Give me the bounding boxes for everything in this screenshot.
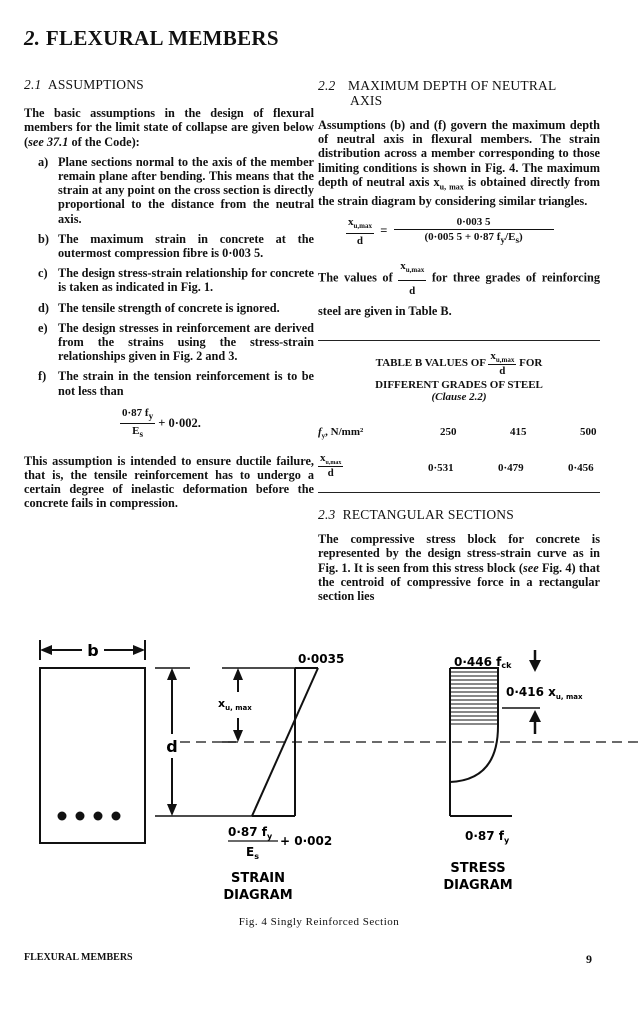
chapter-number: 2. [24, 26, 41, 50]
stress-caption-1: STRESS [450, 861, 506, 876]
width-dimension [40, 640, 145, 660]
assumption-f: f) The strain in the tension reinforcement is to be not less than [38, 369, 314, 398]
figure-caption: Fig. 4 Singly Reinforced Section [238, 916, 400, 928]
assumption-c: c) The design stress-strain relationship for concrete is taken as indicated in Fig. 1. [38, 266, 314, 295]
table-cell: 250 [440, 426, 457, 438]
svg-text:+ 0·002: + 0·002 [280, 834, 333, 848]
reinforcement-bars [58, 812, 121, 821]
stress-caption-2: DIAGRAM [443, 878, 513, 893]
table-cell: 0·479 [498, 462, 524, 474]
neutral-axis-equation: $\frac{x_{u,max}}{d}$ = $\frac{0\cdot 003 5}{(0\cdot 005 5 + 0\cdot 87 f_y/E_s)}$ [318, 215, 600, 249]
section-2-3-heading: 2.3 RECTANGULAR SECTIONS [318, 507, 514, 522]
table-b-top-rule [318, 340, 600, 341]
xu-max-dimension [218, 668, 300, 742]
strain-bottom-label [228, 825, 332, 861]
strain-caption-2: DIAGRAM [223, 888, 293, 903]
table-cell: 0·531 [428, 462, 454, 474]
svg-text:Es: $E_s$ [246, 845, 259, 861]
table-cell: 500 [580, 426, 597, 438]
table-b-bottom-rule [318, 492, 600, 493]
table-cell: 415 [510, 426, 527, 438]
assumption-a: a) Plane sections normal to the axis of the member remain plane after bending. This means that the strain at any point on the cross section is directly proportional to the distance from the neutral axis. [38, 154, 314, 226]
table-b-caption: TABLE B VALUES OF $\frac{x_{u,max}}{d}$ FOR DIFFERENT GRADES OF STEEL (Clause 2.2) [375, 350, 543, 404]
assumption-note: This assumption is intended to ensure ductile failure, that is, the tensile reinforcement has to undergo a certain degree of inelastic deformation before the concrete fails in compression. [24, 453, 314, 511]
beam-section [40, 668, 145, 843]
figure-4 [0, 630, 638, 940]
strain-caption-1: STRAIN [230, 871, 286, 886]
footer-running-title: FLEXURAL MEMBERS [24, 952, 133, 963]
section-2-1-heading: 2.1 ASSUMPTIONS [24, 77, 144, 92]
chapter-title [24, 26, 279, 51]
left-column [24, 78, 314, 510]
stress-depth-label: 0·416 $x_{u, max}$ [506, 685, 583, 701]
assumption-e: e) The design stresses in reinforcement are derived from the strains using the stress-strain relationships given in Fig. 2 and 3. [38, 320, 314, 364]
steel-strain-formula: $\frac{0\cdot 87 f_y}{E_s}$ + 0·002. [122, 406, 201, 440]
table-cell: 0·456 [568, 462, 594, 474]
section-2-1-intro: The basic assumptions in the design of flexural members for the limit state of collapse are given below (see 37.1 of the Code): [24, 106, 314, 149]
stress-bottom-label: 0·87 $f_y$ [465, 829, 510, 845]
assumption-d: d) The tensile strength of concrete is ignored. [38, 300, 280, 315]
svg-text:0·87 fy: 0·87 $f_y$ [228, 825, 273, 841]
strain-top-label: 0·0035 [298, 652, 345, 666]
assumption-b: b) The maximum strain in concrete at the outermost compression fibre is 0·003 5. [38, 231, 314, 261]
strain-diagram [252, 652, 344, 816]
label-xu-max: $x_{u, max}$ [218, 697, 252, 712]
stress-diagram [450, 650, 583, 816]
chapter-title-text: FLEXURAL MEMBERS [45, 26, 279, 50]
stress-top-label: 0·446 fck [454, 655, 512, 670]
label-b: b [87, 641, 99, 660]
right-column [318, 78, 600, 321]
section-2-2-body: Assumptions (b) and (f) govern the maximum depth of neutral axis in flexural members. The strain distribution across a member corresponding to those limiting conditions is shown in Fig. 4. The maximum depth of neutral axis $x_{u, max}$ is obtained directly from the strain diagram by considering similar triangles. [318, 118, 600, 209]
page-number: 9 [586, 952, 592, 966]
table-b-reference: The values of $\frac{x_{u,max}}{d}$ for three grades of reinforcing steel are given in Table B. [318, 256, 600, 321]
section-2-2-heading: 2.2 MAXIMUM DEPTH OF NEUTRAL AXIS [318, 78, 557, 108]
section-2-3-body: The compressive stress block for concrete is represented by the design stress-strain curve as in Fig. 1. It is seen from this stress block (see Fig. 4) that the centroid of compressive force in a rectangular section lies [318, 532, 601, 604]
label-d: d [166, 737, 178, 756]
section-2-3 [318, 508, 600, 603]
